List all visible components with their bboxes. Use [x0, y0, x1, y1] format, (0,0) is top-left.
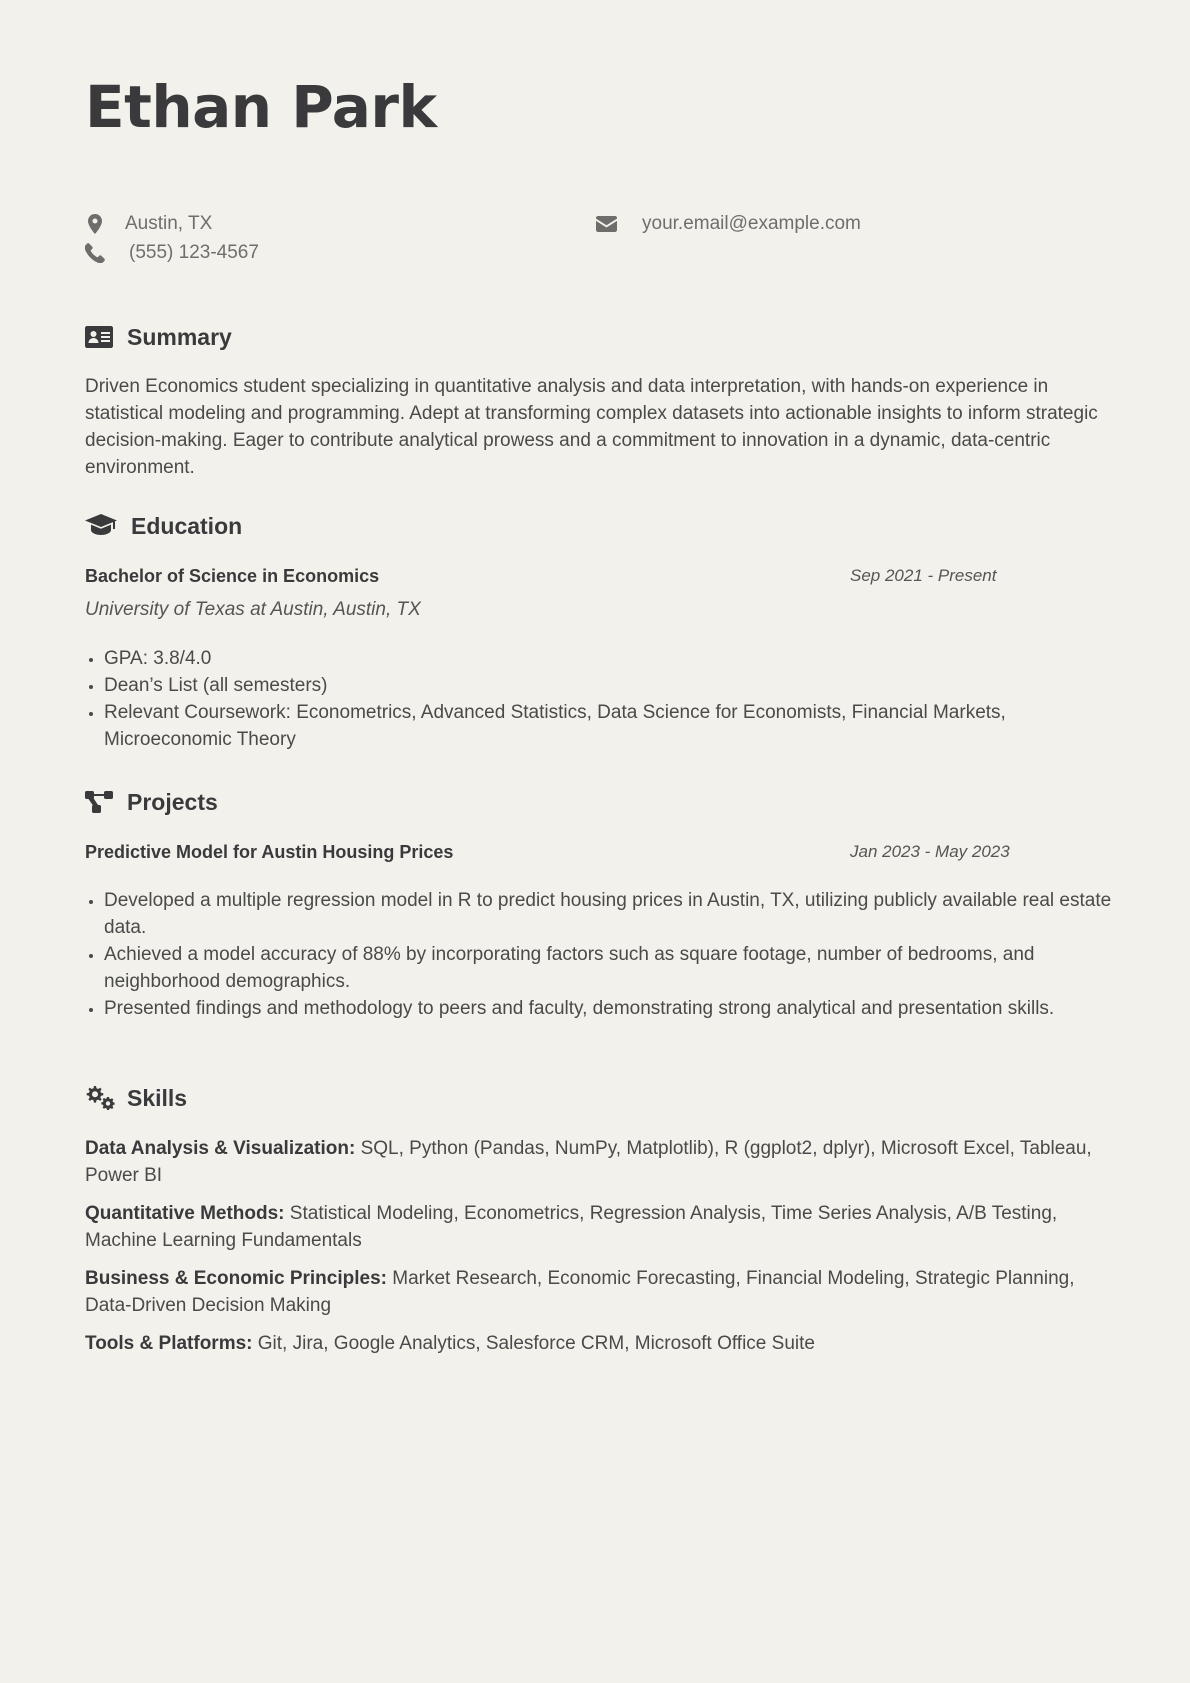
list-item: • GPA: 3.8/4.0 — [104, 645, 1129, 672]
id-card-icon — [85, 324, 115, 350]
list-item: • Presented findings and methodology to peers and faculty, demonstrating strong analytical and presentation skills. — [104, 995, 1129, 1022]
project-title: Predictive Model for Austin Housing Prices — [85, 842, 454, 862]
skills-heading-text: Skills — [127, 1084, 188, 1111]
education-bullets — [85, 645, 1129, 753]
contact-location — [85, 211, 212, 237]
skill-group — [85, 1265, 1110, 1319]
summary-text: Driven Economics student specializing in quantitative analysis and data interpretation, with hands-on experience in statistical modeling and programming. Adept at transforming complex datasets into actionable insights to inform strategic decision-making. Eager to contribute analytical prowess and a commitment to innovation in a dynamic, data-centric environment. — [85, 376, 1098, 478]
location-text: Austin, TX — [125, 213, 213, 234]
graduation-cap-icon — [85, 513, 119, 539]
list-item: • Relevant Coursework: Econometrics, Advanced Statistics, Data Science for Economists, Financial Markets, Microeconomic Theory — [104, 699, 1129, 753]
skill-group — [85, 1330, 1110, 1357]
skill-label: Quantitative Methods: — [85, 1203, 285, 1224]
education-school: University of Texas at Austin, Austin, TX — [85, 599, 421, 620]
contact-email — [595, 211, 861, 237]
phone-text: (555) 123-4567 — [129, 242, 259, 263]
skill-label: Data Analysis & Visualization: — [85, 1138, 356, 1159]
list-item: • Achieved a model accuracy of 88% by incorporating factors such as square footage, number of bedrooms, and neighborhood demographics. — [104, 941, 1129, 995]
education-dates: Sep 2021 - Present — [850, 566, 997, 585]
skill-group — [85, 1135, 1110, 1189]
education-heading — [85, 511, 242, 541]
list-item: • Developed a multiple regression model in R to predict housing prices in Austin, TX, utilizing publicly available real estate data. — [104, 887, 1129, 941]
projects-heading — [85, 787, 218, 817]
contact-phone — [85, 240, 259, 266]
skill-value: Market Research, Economic Forecasting, Financial Modeling, Strategic Planning, Data-Driven Decision Making — [85, 1268, 1075, 1316]
project-diagram-icon — [85, 789, 115, 815]
projects-heading-text: Projects — [127, 788, 218, 815]
summary-heading — [85, 322, 232, 352]
skill-group — [85, 1200, 1110, 1254]
envelope-icon — [595, 213, 617, 235]
skill-value: Statistical Modeling, Econometrics, Regression Analysis, Time Series Analysis, A/B Testing, Machine Learning Fundamentals — [85, 1203, 1058, 1251]
skills-heading — [85, 1083, 187, 1113]
skill-value: SQL, Python (Pandas, NumPy, Matplotlib), R (ggplot2, dplyr), Microsoft Excel, Tableau, Power BI — [85, 1138, 1092, 1186]
skill-value: Git, Jira, Google Analytics, Salesforce CRM, Microsoft Office Suite — [257, 1333, 815, 1354]
skill-label: Tools & Platforms: — [85, 1333, 253, 1354]
project-bullets — [85, 887, 1129, 1022]
phone-icon — [85, 242, 105, 264]
education-degree: Bachelor of Science in Economics — [85, 566, 380, 586]
candidate-name: Ethan Park — [85, 73, 437, 141]
education-heading-text: Education — [131, 512, 243, 539]
cogs-icon — [85, 1085, 115, 1111]
email-text: your.email@example.com — [642, 213, 861, 234]
project-dates: Jan 2023 - May 2023 — [850, 842, 1010, 861]
map-marker-icon — [85, 213, 105, 235]
summary-heading-text: Summary — [127, 323, 232, 350]
list-item: • Dean’s List (all semesters) — [104, 672, 1129, 699]
skill-label: Business & Economic Principles: — [85, 1268, 387, 1289]
